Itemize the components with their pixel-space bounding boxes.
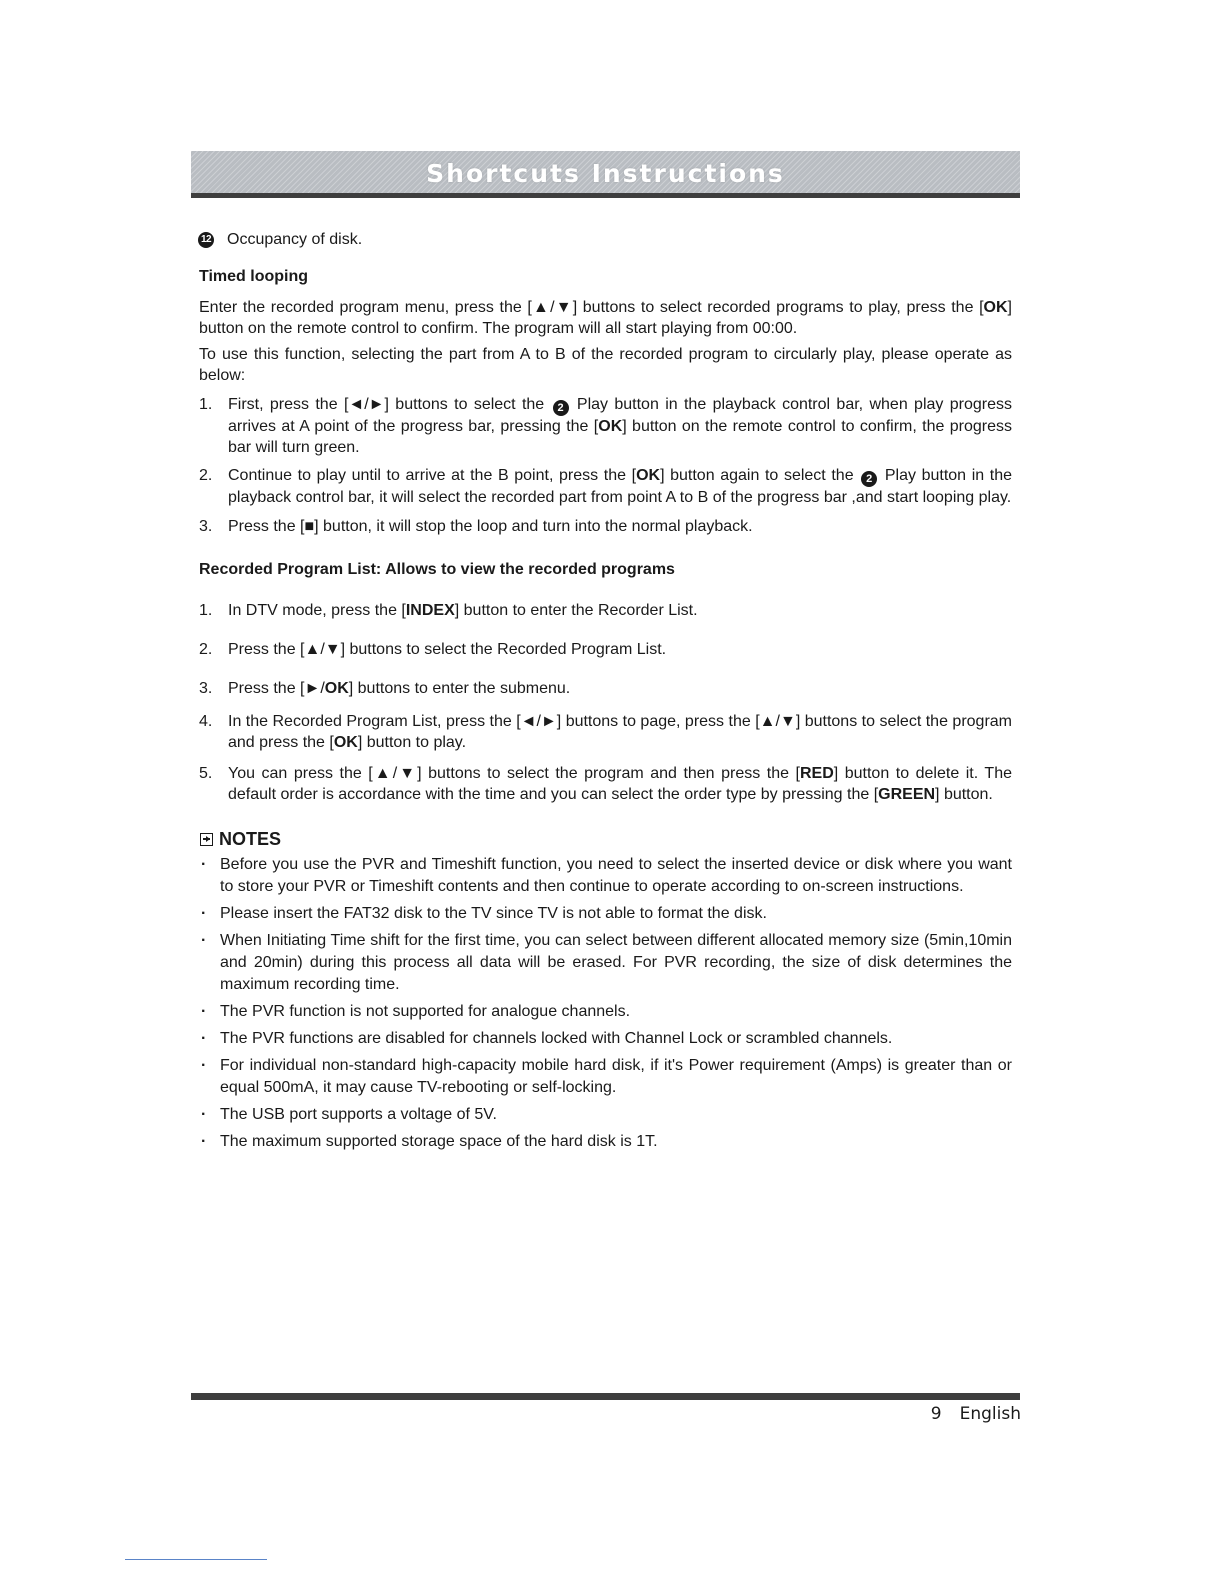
occupancy-item — [198, 229, 1012, 250]
timed-looping-paragraph-2: To use this function, selecting the part from A to B of the recorded program to circularly play, please operate as below: — [199, 346, 1012, 384]
page-number: 9 — [930, 1404, 942, 1424]
list-item: 3. Press the [►/OK] buttons to enter the submenu. — [199, 680, 571, 697]
footer-language: English — [959, 1404, 1021, 1424]
timed-looping-heading: Timed looping — [199, 268, 309, 285]
notes-icon — [200, 833, 213, 846]
footer-rule — [191, 1393, 1020, 1400]
notes-list — [199, 854, 1012, 1153]
recorded-list-heading: Recorded Program List: Allows to view the recorded programs — [199, 561, 675, 578]
recorded-list-steps — [199, 600, 1012, 805]
note-item: · The PVR functions are disabled for channels locked with Channel Lock or scrambled channels. — [199, 1028, 1012, 1050]
list-item: 5. You can press the [▲/▼] buttons to select the program and then press the [RED] button to delete it. The default order is accordance with the time and you can select the order type by pressing the [GREEN] button. — [199, 765, 1012, 803]
note-item: · Please insert the FAT32 disk to the TV since TV is not able to format the disk. — [199, 903, 1012, 925]
play-marker-icon: 2 — [861, 471, 877, 487]
circled-number-icon: 12 — [198, 232, 214, 248]
play-marker-icon: 2 — [553, 400, 569, 416]
note-item: · When Initiating Time shift for the first time, you can select between different allocated memory size (5min,10min and 20min) during this process all data will be erased. For PVR recording, the size of disk determines the maximum recording time. — [199, 930, 1012, 996]
list-item: 3. Press the [■] button, it will stop the loop and turn into the normal playback. — [199, 518, 753, 535]
divider — [125, 1559, 267, 1560]
note-item: · The PVR function is not supported for analogue channels. — [199, 1001, 1012, 1023]
notes-heading: NOTES — [200, 829, 1012, 850]
list-item: 4. In the Recorded Program List, press the [◄/►] buttons to page, press the [▲/▼] buttons to select the program and press the [OK] button to play. — [199, 713, 1012, 751]
page-footer — [931, 1404, 1021, 1424]
timed-looping-paragraph-1: Enter the recorded program menu, press the [▲/▼] buttons to select recorded programs to play, press the [OK] button on the remote control to confirm. The program will all start playing from 00:00. — [199, 299, 1012, 337]
page-title: Shortcuts Instructions — [426, 159, 785, 188]
list-item: 1. First, press the [◄/►] buttons to select the 2 Play button in the playback control bar, when play progress arrives at A point of the progress bar, pressing the [OK] button on the remote control to confirm, the progress bar will turn green. — [199, 396, 1013, 456]
note-item: · For individual non-standard high-capacity mobile hard disk, if it's Power requirement (Amps) is greater than or equal 500mA, it may cause TV-rebooting or self-locking. — [199, 1055, 1012, 1099]
list-item: 2. Continue to play until to arrive at the B point, press the [OK] button again to select the 2 Play button in the playback control bar, it will select the recorded part from point A to B of the progress bar ,and start looping play. — [199, 467, 1013, 506]
note-item: · Before you use the PVR and Timeshift function, you need to select the inserted device or disk where you want to store your PVR or Timeshift contents and then continue to operate according to on-screen instructions. — [199, 854, 1012, 898]
section-banner — [191, 151, 1020, 198]
note-item: · The maximum supported storage space of the hard disk is 1T. — [199, 1131, 1012, 1153]
list-item: 1. In DTV mode, press the [INDEX] button to enter the Recorder List. — [199, 602, 698, 619]
page-content — [199, 229, 1012, 1158]
occupancy-text: Occupancy of disk. — [227, 231, 363, 248]
list-item: 2. Press the [▲/▼] buttons to select the Recorded Program List. — [199, 641, 667, 658]
timed-looping-steps — [199, 394, 1012, 537]
note-item: · The USB port supports a voltage of 5V. — [199, 1104, 1012, 1126]
